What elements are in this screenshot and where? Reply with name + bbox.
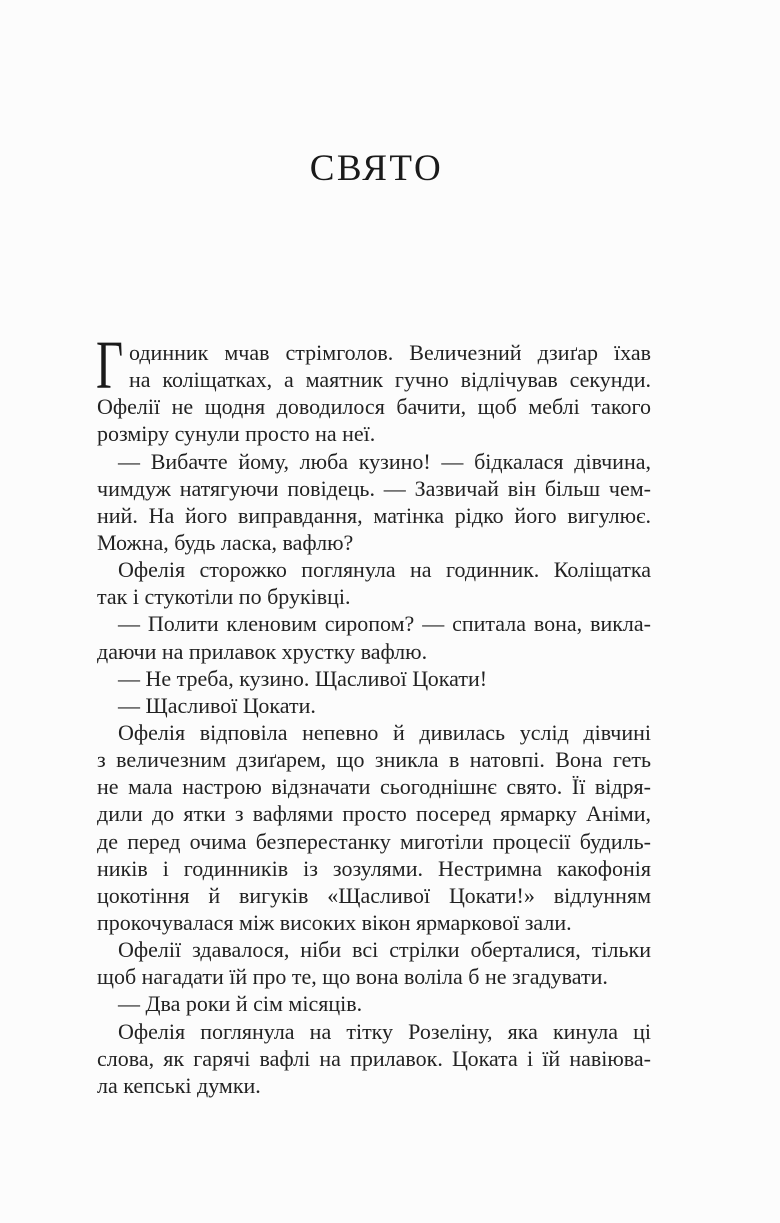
text-line: ників і годинників із зозулями. Нестримна какофонія <box>97 855 651 881</box>
text-line: з величезним дзиґарем, що зникла в натовпі. Вона геть <box>97 747 651 773</box>
text-line: Офелії здавалося, ніби всі стрілки оберталися, тільки <box>118 937 651 963</box>
text-line: дили до ятки з вафлями просто посеред ярмарку Аніми, <box>97 801 651 827</box>
text-line: Офелія сторожко поглянула на годинник. Коліщатка <box>118 557 651 583</box>
text-line: чимдуж натягуючи повідець. — Зазвичай він більш чем- <box>97 475 651 501</box>
text-line: одинник мчав стрімголов. Величезний дзиґар їхав <box>129 340 651 365</box>
text-line: — Щасливої Цокати. <box>118 692 316 718</box>
text-line: розміру сунули просто на неї. <box>97 421 376 447</box>
text-line: де перед очима безперестанку миготіли процесії будиль- <box>97 828 651 854</box>
text-line: даючи на прилавок хрустку вафлю. <box>97 638 428 664</box>
text-line: ний. На його виправдання, матінка рідко його вигулює. <box>97 502 651 528</box>
text-line: прокочувалася між високих вікон ярмаркової зали. <box>97 909 572 935</box>
text-line: ла кепські думки. <box>97 1072 261 1098</box>
paragraph <box>97 448 651 557</box>
text-line: слова, як гарячі вафлі на прилавок. Цоката і їй навіюва- <box>97 1045 651 1071</box>
chapter-title: СВЯТО <box>309 148 444 189</box>
paragraph <box>97 719 651 936</box>
text-line: — Вибачте йому, люба кузино! — бідкалася дівчина, <box>118 448 651 474</box>
text-line: Офелія поглянула на тітку Розеліну, яка кинула ці <box>118 1018 651 1044</box>
paragraph <box>97 556 651 610</box>
text-line: щоб нагадати їй про те, що вона воліла б не згадувати. <box>97 964 608 990</box>
text-line: Офелії не щодня доводилося бачити, щоб меблі такого <box>97 394 651 420</box>
page-body <box>97 339 651 1099</box>
paragraph <box>97 610 651 664</box>
text-line: не мала настрою відзначати сьогоднішнє свято. Її відря- <box>97 774 651 800</box>
text-line: цокотіння й вигуків «Щасливої Цокати!» відлунням <box>97 882 651 908</box>
text-line: на коліщатках, а маятник гучно відлічував секунди. <box>129 367 651 393</box>
drop-cap-letter: Г <box>96 327 124 403</box>
paragraph <box>97 665 651 692</box>
paragraph <box>97 1018 651 1099</box>
text-line: так і стукотіли по бруківці. <box>97 584 351 610</box>
paragraph <box>97 339 651 448</box>
paragraph <box>97 936 651 990</box>
text-line: — Не треба, кузино. Щасливої Цокати! <box>118 665 488 691</box>
text-line: — Два роки й сім місяців. <box>118 991 363 1017</box>
text-line: Офелія відповіла непевно й дивилась услід дівчині <box>118 719 651 745</box>
paragraph <box>97 692 651 719</box>
paragraph <box>97 990 651 1017</box>
text-line: Можна, будь ласка, вафлю? <box>97 529 354 555</box>
text-line: — Полити кленовим сиропом? — спитала вона, викла- <box>118 611 651 637</box>
